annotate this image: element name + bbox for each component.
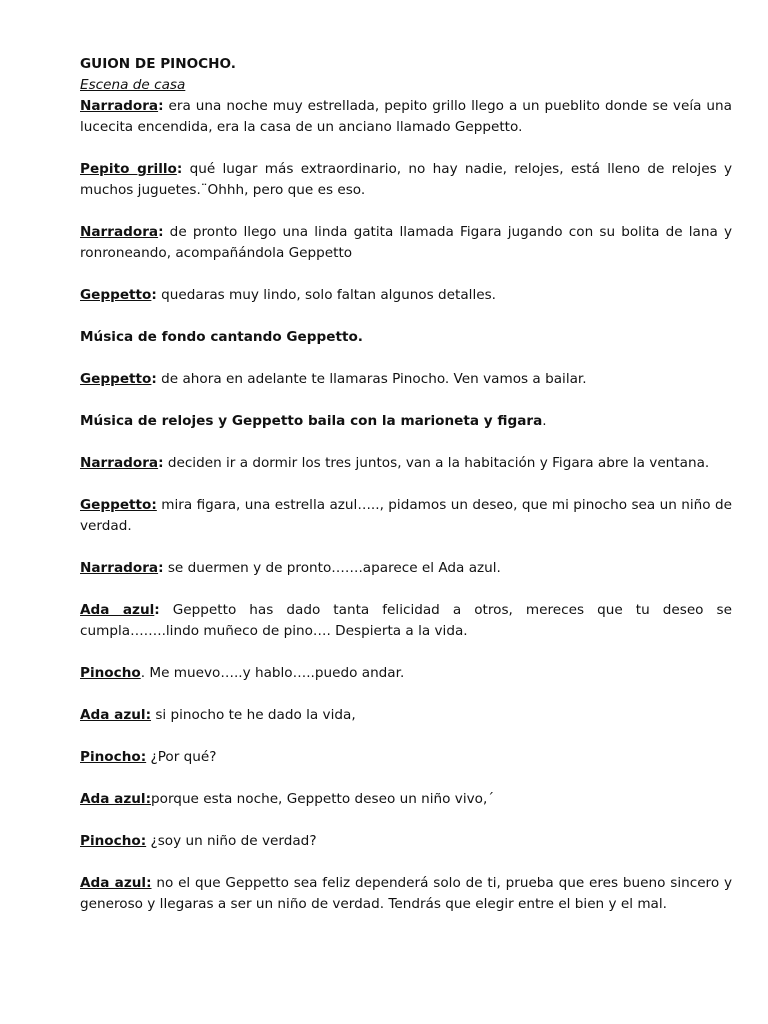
- speaker-name: Narradora: [80, 224, 159, 240]
- speaker-name: Pinocho: [80, 665, 141, 681]
- dialogue-line: [80, 369, 732, 390]
- speaker-name: Ada azul: [80, 602, 155, 618]
- dialogue-text: quedaras muy lindo, solo faltan algunos detalles.: [156, 287, 496, 303]
- dialogue-line: [80, 705, 732, 726]
- dialogue-line: [80, 663, 732, 684]
- dialogue-text: de pronto llego una linda gatita llamada Figara jugando con su bolita de lana y ronroneando, acompañándola Geppetto: [80, 224, 732, 261]
- speaker-colon: :: [154, 602, 160, 618]
- dialogue-text: no el que Geppetto sea feliz dependerá solo de ti, prueba que eres bueno sincero y generoso y llegaras a ser un niño de verdad. Tendrás que elegir entre el bien y el mal.: [80, 875, 733, 912]
- dialogue-line: [80, 600, 732, 642]
- speaker-name: Pepito grillo: [80, 161, 177, 177]
- dialogue-line: [80, 873, 732, 915]
- stage-direction-line: [80, 411, 732, 432]
- stage-direction-period: .: [542, 413, 547, 429]
- speaker-colon: :: [158, 455, 164, 471]
- dialogue-text: si pinocho te he dado la vida,: [151, 707, 356, 723]
- dialogue-text: qué lugar más extraordinario, no hay nadie, relojes, está lleno de relojes y muchos juguetes.¨Ohhh, pero que es eso.: [80, 161, 732, 198]
- speaker-name: Ada azul:: [80, 791, 152, 807]
- dialogue-text: mira figara, una estrella azul….., pidamos un deseo, que mi pinocho sea un niño de verdad.: [80, 497, 732, 534]
- dialogue-text: ¿Por qué?: [146, 749, 217, 765]
- speaker-name: Pinocho:: [80, 749, 147, 765]
- speaker-name: Geppetto:: [80, 497, 157, 513]
- dialogue-line: [80, 831, 732, 852]
- dialogue-line: [80, 222, 732, 264]
- speaker-name: Pinocho:: [80, 833, 147, 849]
- dialogue-text: porque esta noche, Geppetto deseo un niño vivo,´: [151, 791, 495, 807]
- speaker-name: Geppetto: [80, 287, 152, 303]
- speaker-colon: :: [158, 560, 164, 576]
- dialogue-line: [80, 453, 732, 474]
- script-document: [80, 54, 732, 936]
- dialogue-line: [80, 159, 732, 201]
- speaker-colon: :: [151, 287, 157, 303]
- speaker-colon: :: [158, 224, 164, 240]
- speaker-name: Narradora: [80, 455, 159, 471]
- dialogue-line: [80, 558, 732, 579]
- speaker-colon: :: [176, 161, 183, 177]
- dialogue-line: [80, 495, 732, 537]
- dialogue-text: . Me muevo…..y hablo…..puedo andar.: [140, 665, 405, 681]
- dialogue-line: [80, 789, 732, 810]
- scene-heading: Escena de casa: [80, 77, 186, 93]
- dialogue-line: [80, 747, 732, 768]
- dialogue-text: de ahora en adelante te llamaras Pinocho. Ven vamos a bailar.: [156, 371, 587, 387]
- dialogue-text: era una noche muy estrellada, pepito grillo llego a un pueblito donde se veía una lucecita encendida, era la casa de un anciano llamado Geppetto.: [80, 98, 732, 135]
- speaker-name: Ada azul:: [80, 707, 152, 723]
- speaker-colon: :: [158, 98, 164, 114]
- speaker-name: Ada azul:: [80, 875, 152, 891]
- document-title: GUION DE PINOCHO.: [80, 56, 236, 72]
- dialogue-text: Geppetto has dado tanta felicidad a otros, mereces que tu deseo se cumpla……..lindo muñeco de pino…. Despierta a la vida.: [80, 602, 732, 639]
- speaker-name: Narradora: [80, 98, 159, 114]
- stage-direction: Música de fondo cantando Geppetto.: [80, 329, 363, 345]
- stage-direction: Música de relojes y Geppetto baila con la marioneta y figara: [80, 413, 543, 429]
- dialogue-text: se duermen y de pronto…….aparece el Ada azul.: [163, 560, 501, 576]
- dialogue-line: [80, 96, 732, 138]
- dialogue-text: ¿soy un niño de verdad?: [146, 833, 317, 849]
- speaker-name: Geppetto: [80, 371, 152, 387]
- speaker-colon: :: [151, 371, 157, 387]
- dialogue-line: [80, 285, 732, 306]
- speaker-name: Narradora: [80, 560, 159, 576]
- dialogue-text: deciden ir a dormir los tres juntos, van a la habitación y Figara abre la ventana.: [163, 455, 710, 471]
